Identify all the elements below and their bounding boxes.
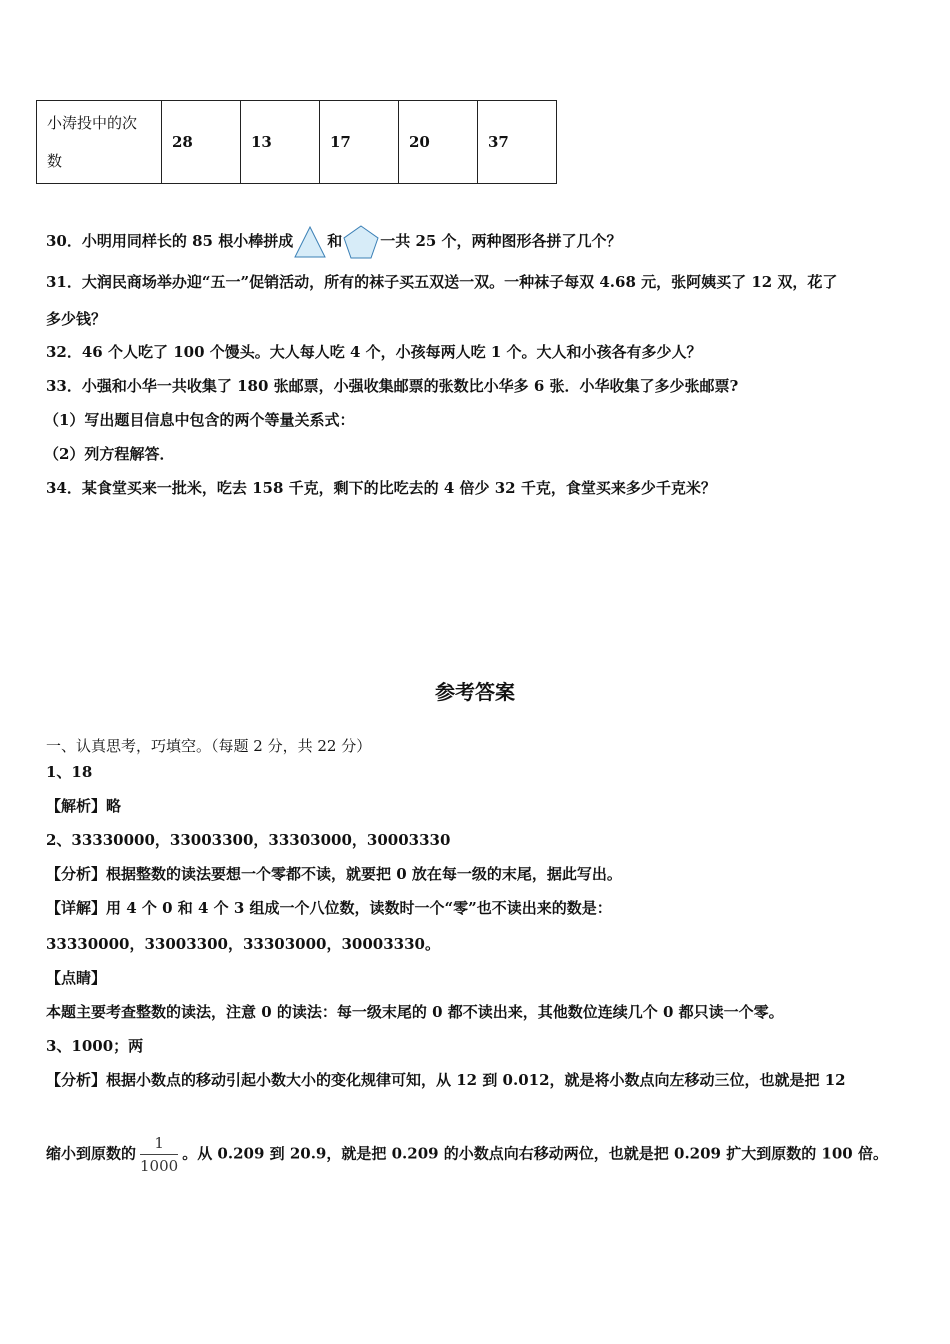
table-header-cell: 小涛投中的次数 [37,101,162,184]
answer-3-analysis: 【分析】根据小数点的移动引起小数大小的变化规律可知，从 12 到 0.012，就是将小数点向左移动三位，也就是把 12 [46,1071,846,1089]
table-cell: 28 [162,101,241,184]
question-34: 34．某食堂买来一批米，吃去 158 千克，剩下的比吃去的 4 倍少 32 千克，食堂买来多少千克米？ [46,479,716,497]
question-33-part1: （1）写出题目信息中包含的两个等量关系式： [44,411,355,429]
answer-2-analysis: 【分析】根据整数的读法要想一个零都不读，就要把 0 放在每一级的末尾，据此写出。 [46,865,622,883]
pentagon-icon [342,224,380,260]
answer-1-note: 【解析】略 [46,797,122,815]
answer-title: 参考答案 [435,680,515,704]
question-30: 30．小明用同样长的 85 根小棒拼成 和 一共 25 个，两种图形各拼了几个？ [46,224,622,260]
answer-3-continued: 缩小到原数的 $\frac{1}{1000}$ 。从 0.209 到 20.9，就是把 0.209 的小数点向右移动两位，也就是把 0.209 扩大到原数的 100 倍。 [46,1134,888,1175]
score-table [36,100,557,184]
question-31-cont: 多少钱？ [46,310,107,328]
answer-2-tip-label: 【点睛】 [46,969,107,987]
answer-3: 3、1000；两 [46,1037,144,1055]
question-31: 31．大润民商场举办迎“五一”促销活动，所有的袜子买五双送一双。一种袜子每双 4.68 元，张阿姨买了 12 双，花了 [46,273,838,291]
table-cell: 13 [241,101,320,184]
answer-2-result: 33330000，33003300，33303000，30003330。 [46,935,440,953]
question-32: 32．46 个人吃了 100 个馒头。大人每人吃 4 个，小孩每两人吃 1 个。大人和小孩各有多少人？ [46,343,702,361]
answer-2-detail: 【详解】用 4 个 0 和 4 个 3 组成一个八位数，读数时一个“零”也不读出来的数是： [46,899,612,917]
fraction: $\frac{1}{1000}$ [140,1134,179,1175]
answer-2-tip: 本题主要考查整数的读法，注意 0 的读法：每一级末尾的 0 都不读出来，其他数位连续几个 0 都只读一个零。 [46,1003,784,1021]
table-cell: 20 [399,101,478,184]
question-33-part2: （2）列方程解答． [44,445,175,463]
triangle-icon [293,225,327,259]
table-row [37,101,557,184]
answer-1: 1、18 [46,763,93,781]
table-cell: 17 [320,101,399,184]
answer-section: 一、认真思考，巧填空。（每题 2 分，共 22 分） [46,737,372,755]
question-33: 33．小强和小华一共收集了 180 张邮票，小强收集邮票的张数比小华多 6 张．小华收集了多少张邮票? [46,377,739,395]
table-cell: 37 [478,101,557,184]
answer-2: 2、33330000，33003300，33303000，30003330 [46,831,451,849]
